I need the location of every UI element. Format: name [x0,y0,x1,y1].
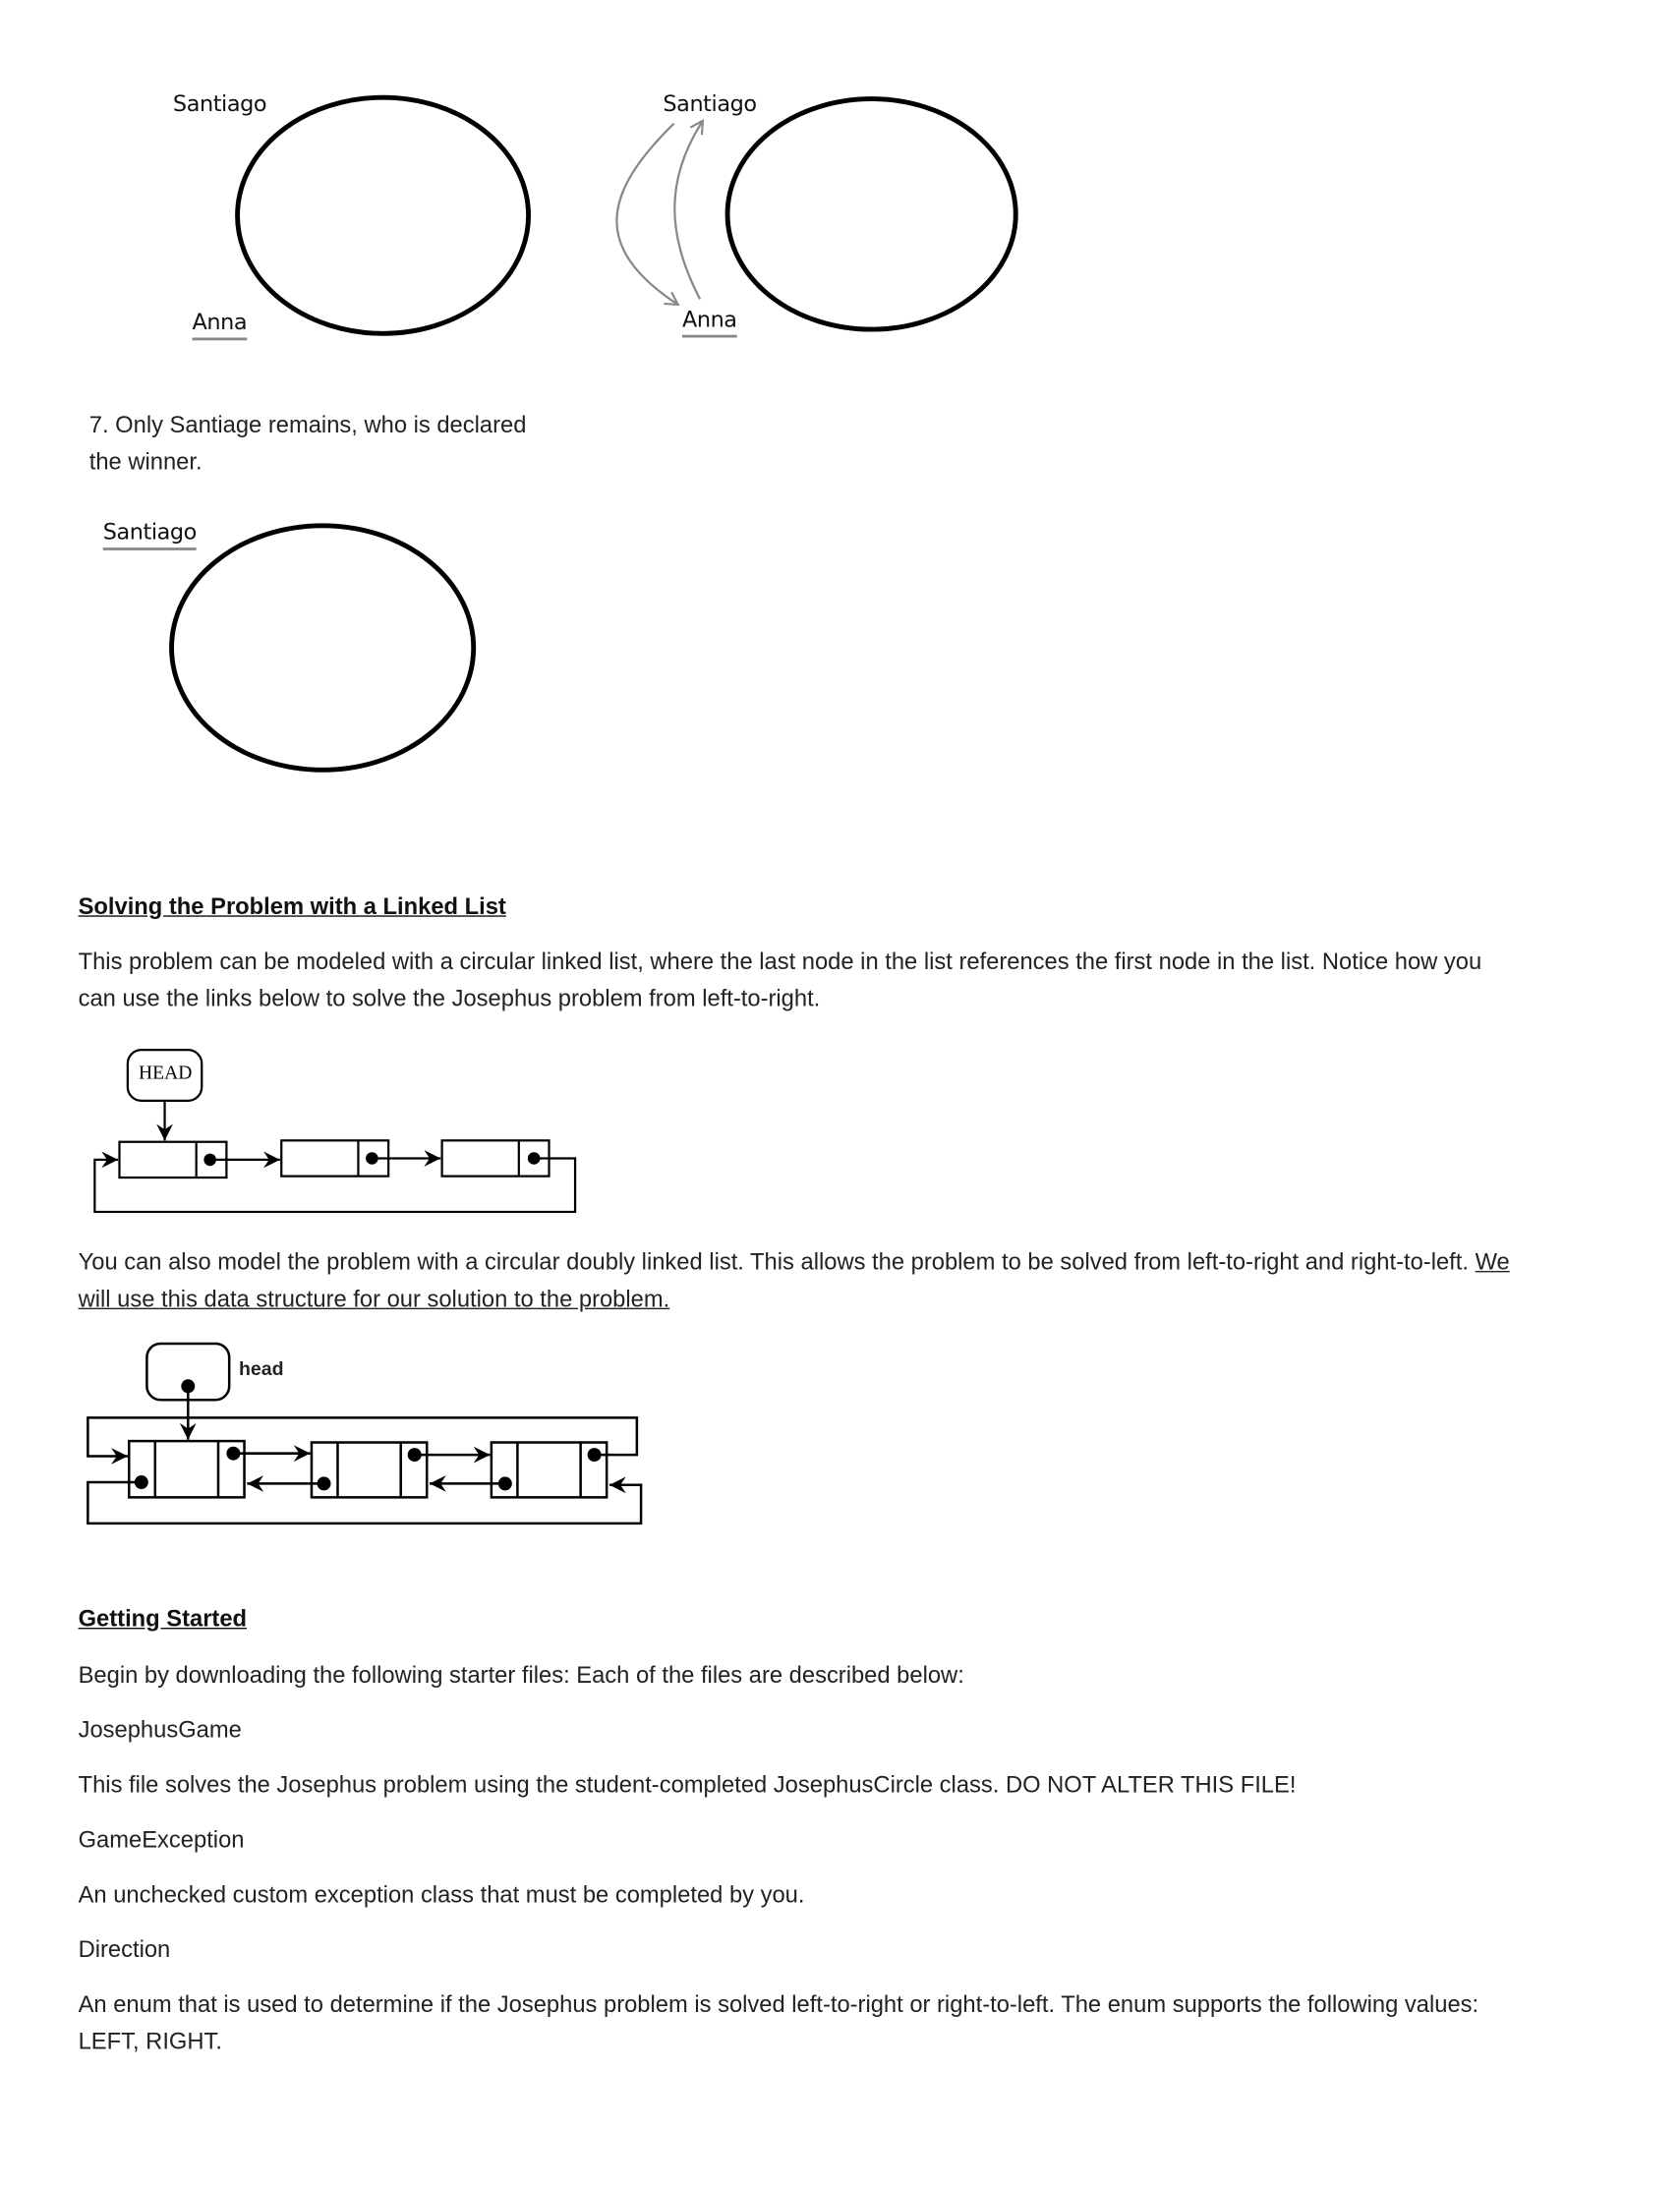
file-name: Direction [78,1936,171,1963]
intro-text: Begin by downloading the following starter files: Each of the files are described below: [78,1661,964,1689]
file-name: GameException [78,1826,245,1854]
node [129,1441,244,1497]
label-santiago: Santiago [172,90,267,117]
paragraph-text: You can also model the problem with a circular doubly linked list. This allows the problem to be solved from left-to-right and right-to-left. [78,1248,1476,1276]
paragraph-line: can use the links below to solve the Josephus problem from left-to-right. [78,985,821,1012]
label-santiago: Santiago [663,90,757,117]
label-anna: Anna [192,309,247,340]
emphasis-text: We [1475,1248,1510,1276]
label-santiago-winner: Santiago [103,519,197,550]
file-description: An enum that is used to determine if the Josephus problem is solved left-to-right or right-to-left. The enum supports the following values: [78,1991,1479,2018]
paragraph-line: This problem can be modeled with a circular linked list, where the last node in the list references the first node in the list. Notice how you [78,948,1482,975]
label-anna: Anna [682,306,737,337]
circle-step6-left [238,97,529,333]
step7-text-line2: the winner. [88,448,203,476]
head-label: HEAD [139,1064,193,1085]
file-description: This file solves the Josephus problem using the student-completed JosephusCircle class. DO NOT ALTER THIS FILE! [78,1771,1297,1799]
head-label: head [238,1356,284,1380]
circle-step7 [172,526,474,771]
paragraph-line [79,1249,1510,1277]
step7-text-line1: 7. Only Santiage remains, who is declared [88,411,527,438]
file-description: An unchecked custom exception class that must be completed by you. [78,1881,805,1908]
emphasis-text: will use this data structure for our solution to the problem. [78,1286,670,1312]
swap-arrows [616,121,702,305]
file-description: LEFT, RIGHT. [78,2028,223,2055]
doubly-linked-list-diagram [87,1344,641,1524]
section-heading-getting-started: Getting Started [78,1605,248,1633]
file-name: JosephusGame [78,1716,242,1744]
circle-step6-right [727,99,1015,330]
section-heading-linked-list: Solving the Problem with a Linked List [78,892,506,920]
